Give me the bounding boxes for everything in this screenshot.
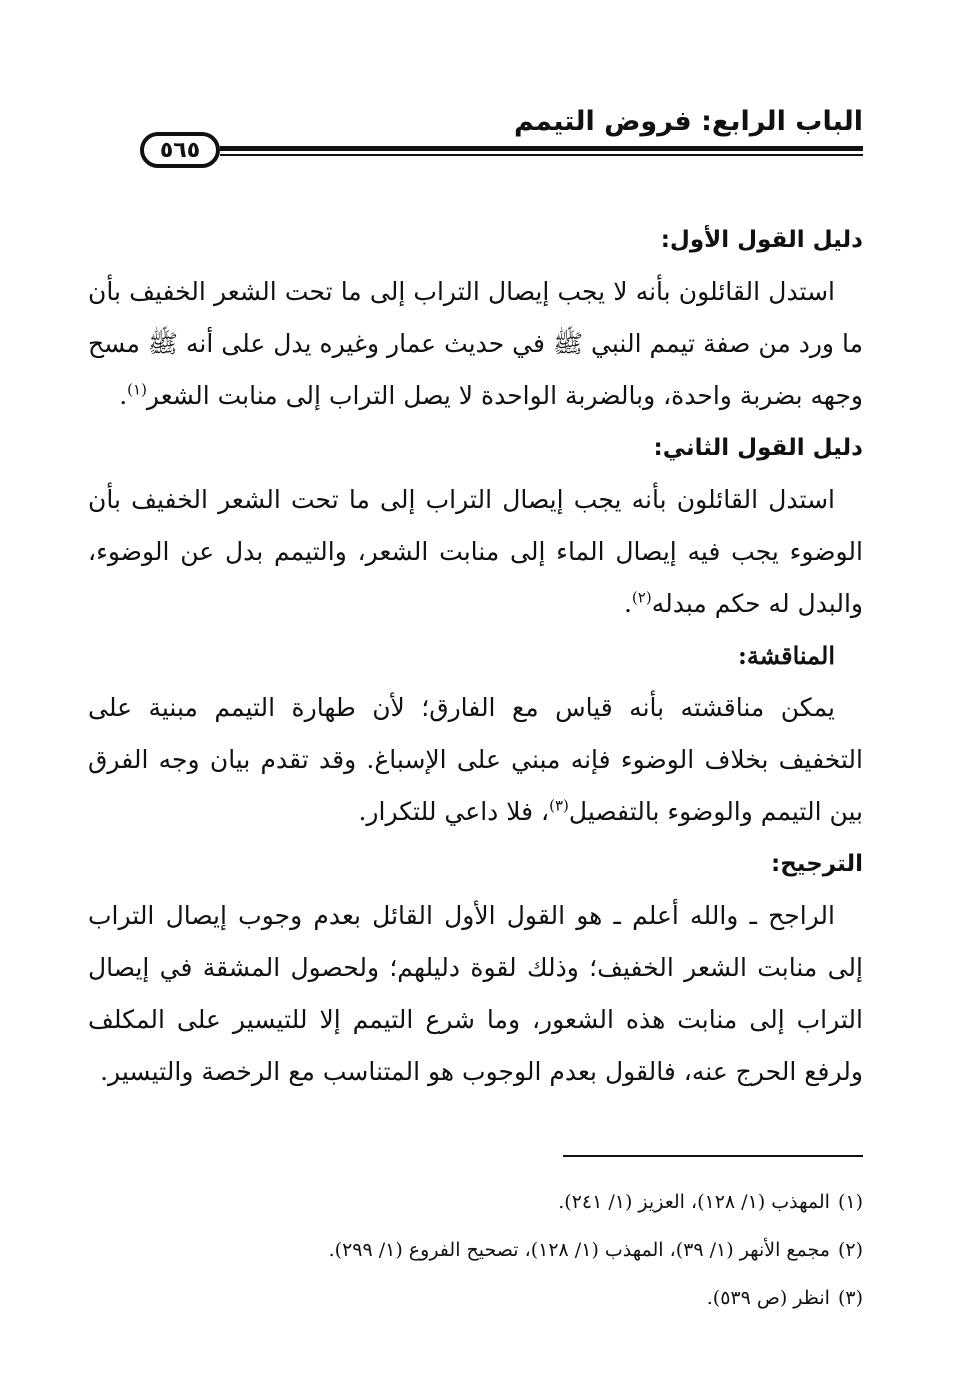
- second-evidence-text: استدل القائلون بأنه يجب إيصال التراب إلى ما تحت الشعر الخفيف بأن الوضوء يجب فيه إيصال الماء إلى منابت الشعر، والتيمم بدل عن الوضوء، والبدل له حكم مبدله: [88, 485, 863, 618]
- first-evidence-text: استدل القائلون بأنه لا يجب إيصال التراب إلى ما تحت الشعر الخفيف بأن ما ورد من صفة تيمم النبي ﷺ في حديث عمار وغيره يدل على أنه ﷺ مسح وجهه بضربة واحدة، وبالضربة الواحدة لا يصل التراب إلى منابت الشعر: [88, 277, 863, 410]
- footnote-number: (٢): [837, 1239, 863, 1261]
- second-evidence-heading: دليل القول الثاني:: [653, 435, 863, 461]
- discussion-text-end: ، فلا داعي للتكرار.: [358, 797, 550, 826]
- header-rule-thin: [220, 154, 863, 156]
- footnote-ref-2[interactable]: (٢): [631, 588, 652, 607]
- footnote-item: [88, 1178, 863, 1226]
- discussion-heading: المناقشة:: [737, 641, 835, 670]
- footnote-ref-3[interactable]: (٣): [549, 796, 569, 815]
- preference-paragraph: الراجح ـ والله أعلم ـ هو القول الأول القائل بعدم وجوب إيصال التراب إلى منابت الشعر الخفيف؛ وذلك لقوة دليلهم؛ ولحصول المشقة في إيصال التراب إلى منابت هذه الشعور، وما شرع التيمم إلا للتيسير على المكلف ولرفع الحرج عنه، فالقول بعدم الوجوب هو المتناسب مع الرخصة والتيسير.: [88, 901, 863, 1086]
- first-evidence-heading: دليل القول الأول:: [660, 227, 863, 253]
- discussion-paragraph: [88, 682, 863, 838]
- page-number: ٥٦٥: [140, 132, 220, 168]
- footnote-number: (١): [837, 1191, 863, 1213]
- discussion-text: يمكن مناقشته بأنه قياس مع الفارق؛ لأن طهارة التيمم مبنية على التخفيف بخلاف الوضوء فإنه مبني على الإسباغ. وقد تقدم بيان وجه الفرق بين التيمم والوضوء بالتفصيل: [88, 693, 863, 826]
- footnote-separator: [563, 1155, 863, 1157]
- footnote-item: [88, 1226, 863, 1274]
- chapter-title: الباب الرابع: فروض التيمم: [514, 106, 863, 137]
- first-evidence-paragraph: استدل القائلون بأنه لا يجب إيصال التراب إلى ما تحت الشعر الخفيف بأن ما ورد من صفة تيمم النبي ﷺ في حديث عمار وغيره يدل على أنه ﷺ مسح وجهه بضربة واحدة، وبالضربة الواحدة لا يصل التراب إلى منابت الشعر$^{(١)}$.: [88, 277, 863, 410]
- footnote-ref-1[interactable]: (١): [127, 380, 147, 399]
- footnote-text: المهذب (١/ ١٢٨)، العزيز (١/ ٢٤١).: [558, 1191, 830, 1213]
- main-text: [88, 214, 863, 1098]
- footnote-number: (٣): [837, 1287, 863, 1309]
- preference-heading: الترجيح:: [771, 851, 863, 877]
- footnote-item: [88, 1274, 863, 1322]
- second-evidence-paragraph: استدل القائلون بأنه يجب إيصال التراب إلى ما تحت الشعر الخفيف بأن الوضوء يجب فيه إيصال الماء إلى منابت الشعر، والتيمم بدل عن الوضوء، والبدل له حكم مبدله$^{(٢)}$.: [88, 485, 863, 618]
- footnotes: [88, 1178, 863, 1322]
- footnote-text: مجمع الأنهر (١/ ٣٩)، المهذب (١/ ١٢٨)، تصحيح الفروع (١/ ٢٩٩).: [328, 1239, 830, 1261]
- footnote-text: انظر (ص ٥٣٩).: [706, 1287, 830, 1309]
- header-rule: [220, 146, 863, 151]
